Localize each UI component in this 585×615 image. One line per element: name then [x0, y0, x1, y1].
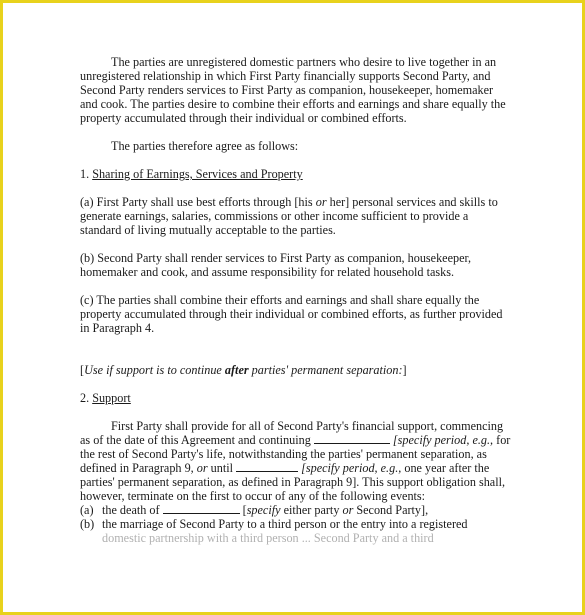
para-a-part-2: her] personal services and skills to generate earnings, salaries, commissions or other income sufficient to provide a standard of living mutually acceptable to the parties.	[80, 195, 498, 237]
item-c-label	[80, 531, 102, 545]
list-item-c-partial	[80, 531, 512, 545]
blank-line-3[interactable]	[163, 503, 240, 514]
section-1-para-b: (b) Second Party shall render services to First Party as companion, housekeeper, homemaker and cook, and assume responsibility for related household tasks.	[80, 251, 472, 279]
item-a-or: or	[342, 503, 354, 517]
item-a-part-1: the death of	[102, 503, 163, 517]
s2-part-4: one year after the parties' permanent separation, as defined in Paragraph 9]. This support obligation shall, however, terminate on the first to occur of any of the following events:	[80, 461, 506, 503]
list-item-b	[80, 517, 512, 531]
section-2-title: Support	[92, 391, 131, 405]
note-bold: after	[224, 363, 249, 377]
s2-part-3: until	[207, 461, 237, 475]
item-a-part-4: Second Party],	[353, 503, 429, 517]
note-close-bracket: ]	[402, 363, 407, 377]
section-2-number: 2.	[80, 391, 90, 405]
item-a-part-3: either party	[280, 503, 343, 517]
item-a-part-2: [	[239, 503, 247, 517]
bottom-fade-overlay	[6, 549, 579, 609]
blank-line-1[interactable]	[314, 433, 390, 444]
agree-paragraph: The parties therefore agree as follows:	[111, 139, 299, 153]
item-a-text	[102, 503, 428, 517]
note-italic-1: Use if support is to continue	[84, 363, 225, 377]
section-2-paragraph	[80, 419, 512, 503]
s2-part-2: for the rest of Second Party's life, notwithstanding the parties' permanent separation, as defined in Paragraph 9,	[80, 433, 511, 475]
note-italic-2: parties' permanent separation:	[248, 363, 403, 377]
item-b-text: the marriage of Second Party to a third person or the entry into a registered	[102, 517, 468, 531]
para-a-part-1: (a) First Party shall use best efforts through [his	[80, 195, 316, 209]
section-1-number: 1.	[80, 167, 90, 181]
document-page	[80, 55, 512, 545]
section-1-para-a	[80, 195, 512, 237]
list-item-a	[80, 503, 512, 517]
section-2-heading	[80, 391, 512, 405]
section-1-heading	[80, 167, 512, 181]
item-b-label: (b)	[80, 517, 95, 531]
s2-spec-2: [specify period, e.g.,	[301, 461, 402, 475]
instruction-note	[80, 363, 512, 377]
para-a-or: or	[315, 195, 327, 209]
item-c-text: domestic partnership with a third person ... Second Party and a third	[102, 531, 434, 545]
s2-or: or	[196, 461, 208, 475]
item-a-label: (a)	[80, 503, 94, 517]
item-a-spec: specify	[246, 503, 281, 517]
section-1-title: Sharing of Earnings, Services and Property	[92, 167, 303, 181]
intro-paragraph: The parties are unregistered domestic partners who desire to live together in an unregistered relationship in which First Party financially supports Second Party, and Second Party renders services to First Party as companion, housekeeper, homemaker and cook. The parties desire to combine their efforts and earnings and share equally the property accumulated through their individual or combined efforts.	[80, 55, 506, 125]
note-open-bracket: [	[80, 363, 85, 377]
s2-part-1: First Party shall provide for all of Second Party's financial support, commencing as of the date of this Agreement and continuing	[80, 419, 504, 447]
s2-spec-1: [specify period, e.g.,	[392, 433, 494, 447]
section-1-para-c: (c) The parties shall combine their efforts and earnings and shall share equally the property accumulated through their individual or combined efforts, as further provided in Paragraph 4.	[80, 293, 503, 335]
blank-line-2[interactable]	[236, 461, 298, 472]
